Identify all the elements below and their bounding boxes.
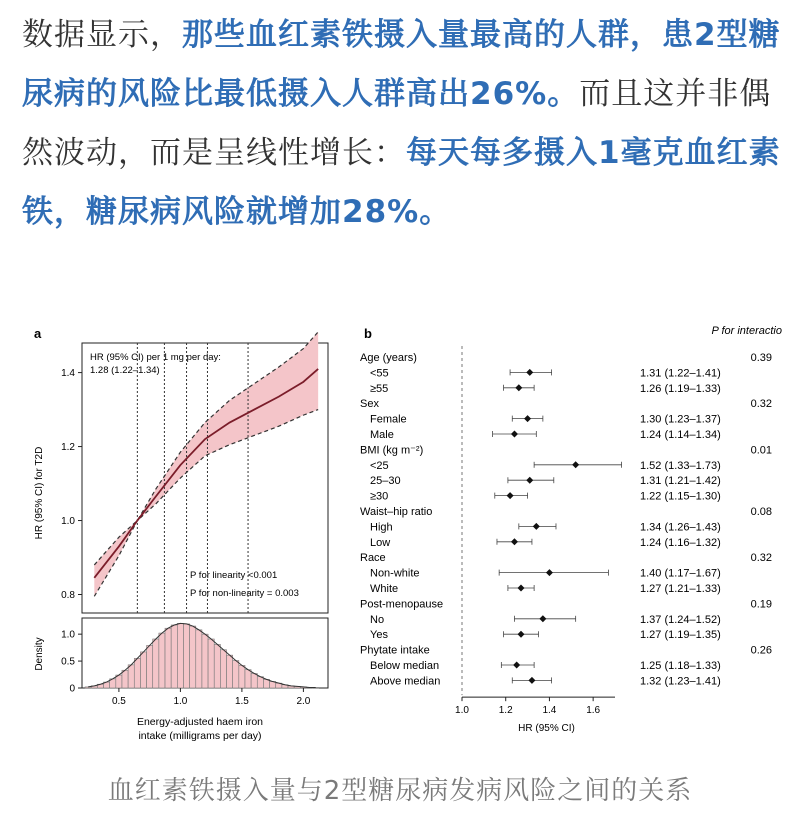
hr-point — [572, 461, 579, 468]
subgroup-label: <25 — [370, 459, 389, 472]
hr-point — [518, 585, 525, 592]
hr-point — [526, 369, 533, 376]
group-label: Race — [360, 552, 386, 565]
x-tick-label: 1.5 — [234, 696, 249, 707]
group-label: Sex — [360, 398, 379, 411]
ylabel-hr: HR (95% CI) for T2D — [34, 446, 45, 540]
hr-ci-text: 1.24 (1.16–1.32) — [640, 536, 721, 549]
hr-note-line2: 1.28 (1.22–1.34) — [90, 365, 160, 376]
ylabel-density: Density — [34, 637, 45, 671]
density-bar — [202, 634, 208, 688]
density-y-tick-label: 1.0 — [61, 629, 75, 641]
subgroup-label: ≥55 — [370, 382, 389, 395]
density-bar — [208, 639, 214, 688]
hr-ci-text: 1.34 (1.26–1.43) — [640, 521, 721, 534]
panel-a-label: a — [34, 326, 42, 341]
hr-ci-text: 1.40 (1.17–1.67) — [640, 567, 721, 580]
y-tick-label: 0.8 — [61, 590, 75, 602]
hr-point — [524, 415, 531, 422]
hr-point — [507, 492, 514, 499]
group-p-value: 0.26 — [750, 644, 772, 657]
density-bar — [190, 626, 196, 688]
group-label: Post-menopause — [360, 598, 444, 611]
density-bar — [140, 652, 146, 688]
highlight-finding-2: 每天每多摄入1毫克血红素铁，糖尿病风险就增加28%。 — [22, 135, 781, 230]
figure-svg — [20, 318, 782, 758]
hr-ci-text: 1.26 (1.19–1.33) — [640, 382, 721, 395]
p-nonlinearity: P for non-linearity = 0.003 — [190, 588, 299, 599]
subgroup-label: White — [370, 583, 399, 595]
panel-a-density-plot — [61, 623, 319, 707]
xlabel-line1: Energy-adjusted haem iron — [136, 716, 264, 728]
density-y-tick-label: 0 — [69, 683, 75, 695]
y-tick-label: 1.4 — [61, 368, 75, 380]
hr-ci-text: 1.30 (1.23–1.37) — [640, 413, 721, 426]
hr-point — [533, 523, 540, 530]
highlight-finding-1: 那些血红素铁摄入量最高的人群，患2型糖尿病的风险比最低摄入人群高出26%。 — [22, 17, 781, 112]
x-tick-label: 1.0 — [173, 696, 188, 707]
density-y-tick-label: 0.5 — [61, 656, 75, 668]
figure-caption: 血红素铁摄入量与2型糖尿病发病风险之间的关系 — [107, 776, 693, 806]
subgroup-label: Female — [370, 413, 407, 426]
xlabel-line2: intake (milligrams per day) — [138, 730, 262, 742]
density-bar — [257, 677, 263, 688]
density-bar — [183, 624, 189, 688]
group-p-value: 0.01 — [750, 444, 772, 457]
density-bar — [116, 675, 122, 688]
density-bar — [147, 645, 153, 688]
density-bar — [177, 623, 183, 688]
group-label: Age (years) — [360, 352, 417, 364]
hr-ci-text: 1.24 (1.14–1.34) — [640, 429, 721, 441]
y-tick-label: 1.2 — [61, 442, 75, 454]
density-bar — [196, 630, 202, 688]
x-tick-label: 2.0 — [296, 696, 311, 707]
group-label: Phytate intake — [360, 644, 430, 657]
density-bar — [214, 644, 220, 688]
hr-axis-tick-label: 1.2 — [498, 705, 513, 717]
density-bar — [220, 650, 226, 688]
density-bar — [85, 687, 91, 688]
hr-point — [526, 477, 533, 484]
article-paragraph — [22, 6, 782, 242]
group-p-value: 0.32 — [750, 552, 772, 565]
group-p-value: 0.19 — [750, 598, 772, 611]
subgroup-label: No — [370, 613, 385, 626]
subgroup-label: Male — [370, 429, 394, 441]
density-bar — [122, 670, 128, 688]
hr-ci-text: 1.25 (1.18–1.33) — [640, 660, 721, 672]
subgroup-label: Above median — [370, 675, 441, 688]
p-linearity: P for linearity <0.001 — [190, 570, 278, 581]
subgroup-label: ≥30 — [370, 490, 389, 503]
hr-point — [515, 384, 522, 391]
hr-axis-tick-label: 1.4 — [542, 705, 557, 717]
hr-point — [546, 569, 553, 576]
hr-ci-text: 1.52 (1.33–1.73) — [640, 459, 721, 472]
density-bar — [165, 628, 171, 688]
group-label: Waist–hip ratio — [360, 506, 433, 518]
hr-axis-label: HR (95% CI) — [518, 723, 575, 735]
subgroup-label: High — [370, 521, 393, 534]
density-bar — [227, 655, 233, 688]
hr-ci-text: 1.22 (1.15–1.30) — [640, 490, 721, 503]
density-bar — [251, 673, 257, 688]
group-p-value: 0.08 — [750, 506, 772, 518]
hr-point — [528, 677, 535, 684]
hr-point — [513, 662, 520, 669]
density-bar — [159, 633, 165, 688]
density-bar — [128, 665, 134, 688]
text-intro: 数据显示， — [22, 17, 182, 53]
group-label: BMI (kg m⁻²) — [360, 444, 424, 457]
hr-point — [518, 631, 525, 638]
group-p-value: 0.32 — [750, 398, 772, 411]
hr-ci-text: 1.31 (1.22–1.41) — [640, 367, 721, 380]
hr-ci-text: 1.37 (1.24–1.52) — [640, 613, 721, 626]
hr-ci-text: 1.32 (1.23–1.41) — [640, 675, 721, 688]
density-bar — [153, 639, 159, 688]
hr-ci-text: 1.31 (1.21–1.42) — [640, 475, 721, 488]
subgroup-label: Yes — [370, 629, 388, 642]
density-bar — [171, 625, 177, 688]
hr-point — [511, 538, 518, 545]
x-tick-label: 0.5 — [111, 696, 126, 707]
subgroup-label: Non-white — [370, 567, 420, 580]
subgroup-label: <55 — [370, 367, 389, 380]
hr-ci-text: 1.27 (1.19–1.35) — [640, 629, 721, 642]
p-interaction-header: P for interactio — [711, 325, 782, 337]
panel-b-forest-plot — [360, 325, 782, 734]
figure — [20, 318, 782, 758]
hr-ci-text: 1.27 (1.21–1.33) — [640, 583, 721, 595]
density-bar — [239, 665, 245, 688]
group-p-value: 0.39 — [750, 352, 772, 364]
density-bar — [233, 661, 239, 688]
hr-axis-tick-label: 1.0 — [455, 705, 469, 717]
text-middle: 而且这并非偶然波动，而是呈线性增长： — [22, 76, 772, 171]
y-tick-label: 1.0 — [61, 516, 75, 528]
hr-point — [511, 431, 518, 438]
density-bar — [134, 658, 140, 688]
density-bar — [263, 679, 269, 688]
subgroup-label: 25–30 — [370, 475, 401, 488]
hr-axis-tick-label: 1.6 — [586, 705, 601, 717]
hr-point — [539, 615, 546, 622]
hr-note-line1: HR (95% CI) per 1 mg per day: — [90, 352, 221, 363]
density-bar — [245, 670, 251, 688]
subgroup-label: Low — [370, 536, 391, 549]
panel-b-label: b — [364, 326, 372, 341]
subgroup-label: Below median — [370, 660, 440, 672]
